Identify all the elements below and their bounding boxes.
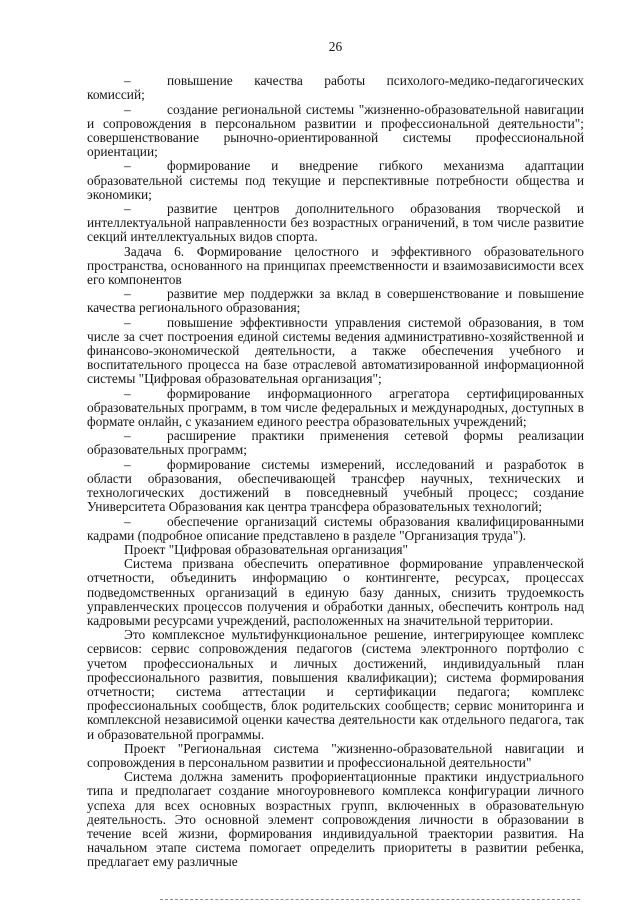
scan-artifact-line: [160, 899, 580, 900]
list-item: [87, 159, 584, 202]
paragraph: Система должна заменить профориентационные практики индустриального типа и предполагает создание многоуровневого комплекса конфигурации личного успеха для всех основных возрастных групп, включенных в образовательную деятельность. Это основной элемент сопровождения личности в образовании в течение всей жизни, формирования индивидуальной траектории развития. На начальном этапе система помогает определить приоритеты в развитии ребенка, предлагает ему различные: [87, 769, 584, 870]
list-item-text: формирование и внедрение гибкого механизма адаптации образовательной системы под текущие и перспективные потребности общества и экономики;: [87, 158, 584, 202]
list-item-text: формирование системы измерений, исследований и разработок в области образования, обеспечивающей трансфер научных, технических и технологических достижений в повседневный учебный процесс; создание Университета Образования как центра трансфера образовательных технологий;: [87, 456, 584, 515]
list-dash: –: [124, 513, 131, 529]
list-item-text: обеспечение организаций системы образования квалифицированными кадрами (подробное описание представлено в разделе "Организация труда").: [87, 513, 584, 543]
list-item-text: создание региональной системы "жизненно-образовательной навигации и сопровождения в персональном развитии и профессиональной деятельности"; совершенствование рыночно-ориентированной системы профессиональной ориентации;: [87, 101, 584, 160]
list-item-text: формирование информационного агрегатора сертифицированных образовательных программ, в том числе федеральных и международных, доступных в формате онлайн, с указанием единого реестра образовательных учреждений;: [87, 385, 584, 430]
paragraph: Проект "Цифровая образовательная организация": [124, 541, 409, 557]
list-item-text: повышение качества работы психолого-медико-педагогических комиссий;: [87, 73, 584, 103]
list-dash: –: [124, 158, 131, 174]
list-dash: –: [124, 456, 131, 472]
list-item: [87, 103, 584, 160]
list-dash: –: [124, 73, 131, 89]
list-item: [87, 387, 584, 430]
list-dash: –: [124, 314, 131, 330]
list-dash: –: [124, 428, 131, 444]
document-body: [87, 74, 584, 869]
list-dash: –: [124, 286, 131, 302]
list-item: [87, 287, 584, 315]
list-dash: –: [124, 201, 131, 217]
paragraph: Проект "Региональная система "жизненно-образовательной навигации и сопровождения в персональном развитии и профессиональной деятельности": [87, 740, 584, 770]
list-item: [87, 202, 584, 245]
list-item-text: повышение эффективности управления системой образования, в том числе за счет построения единой системы ведения административно-хозяйственной и финансово-экономической деятельности, а также обеспечения учебного и воспитательного процесса на базе отраслевой автоматизированной информационной системы "Цифровая образовательная организация";: [87, 314, 584, 387]
list-item: [87, 316, 584, 387]
list-item-text: расширение практики применения сетевой формы реализации образовательных программ;: [87, 428, 584, 458]
list-item: [87, 74, 584, 102]
list-item: [87, 515, 584, 543]
paragraph: Задача 6. Формирование целостного и эффективного образовательного пространства, основанного на принципах преемственности и взаимозависимости всех его компонентов: [87, 243, 584, 288]
list-item: [87, 429, 584, 457]
list-item-text: развитие центров дополнительного образования творческой и интеллектуальной направленности без возрастных ограничений, в том числе развитие секций интеллектуальных видов спорта.: [87, 201, 584, 245]
page-number: 26: [328, 39, 343, 54]
list-item: [87, 458, 584, 515]
list-dash: –: [124, 385, 131, 401]
list-item-text: развитие мер поддержки за вклад в совершенствование и повышение качества регионального образования;: [87, 286, 584, 316]
list-dash: –: [124, 101, 131, 117]
paragraph: Это комплексное мультифункциональное решение, интегрирующее комплекс сервисов: сервис сопровождения педагогов (система электронного портфолио с учетом профессиональных и личных достижений, индивидуальный план профессионального развития, повышения квалификации); система формирования отчетности; система аттестации и сертификации педагога; комплекс профессиональных сообществ, блок родительских сообществ; сервис мониторинга и комплексной независимой оценки качества деятельности как отдельного педагога, так и образовательной программы.: [87, 627, 584, 742]
paragraph: Система призвана обеспечить оперативное формирование управленческой отчетности, объединить информацию о контингенте, ресурсах, процессах подведомственных организаций в единую базу данных, снизить трудоемкость управленческих процессов получения и обработки данных, обеспечить контроль над кадровыми ресурсами учреждений, расположенных на значительной территории.: [87, 556, 584, 628]
